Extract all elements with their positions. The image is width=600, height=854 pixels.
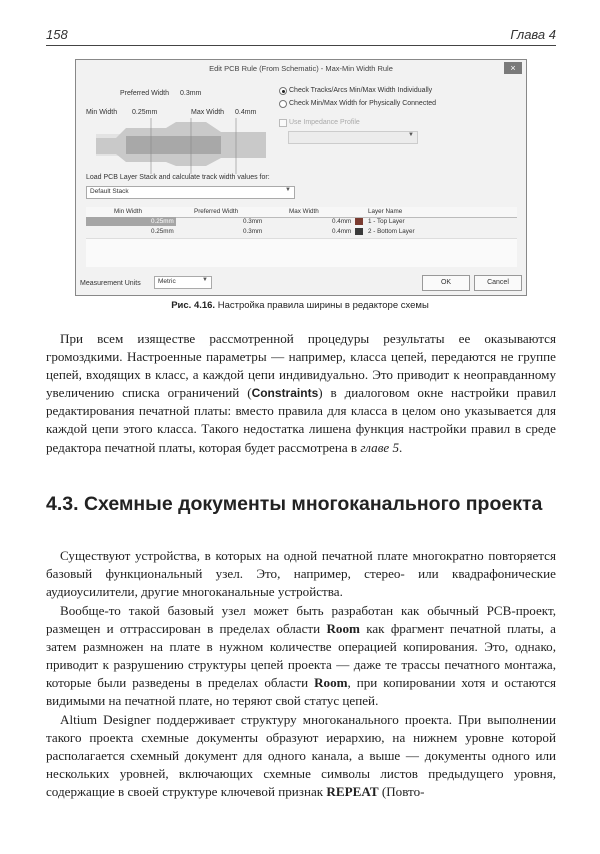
min-width-label: Min Width (86, 109, 118, 116)
column-header: Preferred Width (194, 208, 239, 215)
figure-caption-text: Настройка правила ширины в редакторе схемы (217, 300, 429, 311)
repeat-term: REPEAT (326, 784, 379, 800)
chevron-down-icon: ▼ (408, 132, 414, 138)
impedance-profile-dropdown[interactable] (288, 131, 418, 144)
chevron-down-icon: ▼ (285, 187, 291, 193)
radio-check-individually-label: Check Tracks/Arcs Min/Max Width Individually (289, 87, 433, 94)
preferred-width-value[interactable]: 0.3mm (180, 90, 202, 97)
column-header: Max Width (289, 208, 319, 215)
dialog-title: Edit PCB Rule (From Schematic) - Max-Min Width Rule (209, 64, 393, 73)
cancel-button[interactable]: Cancel (474, 275, 522, 291)
load-layer-stack-label: Load PCB Layer Stack and calculate track width values for: (86, 174, 270, 181)
column-header: Min Width (114, 208, 142, 215)
section-heading: 4.3. Схемные документы многоканального проекта (46, 493, 543, 515)
figure-label: Рис. 4.16. (171, 300, 216, 311)
close-icon[interactable]: × (504, 62, 522, 74)
table-cell[interactable]: 0.4mm (332, 218, 352, 225)
max-width-value[interactable]: 0.4mm (235, 109, 257, 116)
text-run: При всем изяществе рассмотренной процедуры результаты ее оказываются громоздкими. Настроенные параметры — например, класса цепей, передаются не группе цепей, входящих в класс, а каждой цепи индивидуально. Это приводит к неоправданному увеличению списка ограничений ( (46, 331, 556, 401)
text-run: Вообще-то такой базовый узел может быть разработан как обычный PCB-проект, размещен и оттрассирован в пределах области (46, 603, 556, 637)
column-header: Layer Name (368, 208, 403, 215)
table-cell[interactable]: 0.3mm (243, 218, 263, 225)
layer-stack-dropdown[interactable] (86, 186, 295, 199)
text-run: (Повто- (378, 784, 425, 800)
bottom-layer-color-swatch (355, 228, 363, 235)
measurement-units-label: Measurement Units (80, 280, 141, 287)
radio-check-individually[interactable] (279, 87, 287, 95)
table-cell: 2 - Bottom Layer (368, 228, 415, 235)
text-run: ) в диалоговом окне настройки правил редактирования печатной платы: вместо правила для класса в целом оно указывается для каждой цепи этого класса. Такого недостатка лишена функция настройки правил в среде редактора печатной платы, которая будет рассмотрена в (46, 385, 556, 455)
table-cell[interactable]: 0.25mm (151, 218, 174, 225)
ok-button[interactable]: OK (422, 275, 470, 291)
edit-pcb-rule-dialog (75, 59, 527, 296)
preferred-width-label: Preferred Width (120, 90, 170, 97)
table-empty-area (86, 238, 517, 267)
use-impedance-label: Use Impedance Profile (289, 119, 360, 126)
layer-stack-value: Default Stack (90, 188, 129, 195)
text-run: , при копировании хотя и остаются видимыми на печатной плате, но теряют свой статус цепей. (46, 675, 556, 709)
radio-check-physically-connected-label: Check Min/Max Width for Physically Connected (289, 100, 437, 107)
paragraph (46, 711, 556, 801)
constraints-term: Constraints (251, 386, 319, 401)
figure-caption (0, 300, 600, 311)
table-cell[interactable]: 0.25mm (151, 228, 174, 235)
min-width-value[interactable]: 0.25mm (132, 109, 158, 116)
paragraph (46, 602, 556, 711)
table-cell[interactable]: 0.3mm (243, 228, 263, 235)
use-impedance-checkbox[interactable] (279, 119, 287, 127)
paragraph: Существуют устройства, в которых на одной печатной плате многократно повторяется базовый функциональный узел. Это, например, стерео- или квадрафонические аудиоусилители, другие многоканальные устройства. (46, 548, 556, 600)
max-width-label: Max Width (191, 109, 225, 116)
measurement-units-dropdown[interactable] (154, 276, 212, 289)
room-term: Room (326, 621, 360, 637)
text-run: как фрагмент печатной платы, а затем размножен на плате в нужном количестве операцией копирования. Это, однако, приводит к разрушению структуры цепей проекта — даже те трассы печатного монтажа, которые были разведены в пределах области (46, 621, 556, 691)
chapter-reference: главе 5 (360, 439, 400, 455)
paragraph (46, 330, 556, 457)
header-divider (46, 45, 556, 46)
measurement-units-value: Metric (158, 278, 176, 285)
chapter-title: Глава 4 (510, 27, 556, 42)
text-run: . (399, 439, 403, 455)
radio-check-physically-connected[interactable] (279, 100, 287, 108)
table-cell[interactable]: 0.4mm (332, 228, 352, 235)
top-layer-color-swatch (355, 218, 363, 225)
track-width-diagram (96, 116, 266, 176)
chevron-down-icon: ▼ (202, 277, 208, 283)
page-number: 158 (46, 27, 68, 42)
room-term: Room (314, 675, 348, 691)
text-run: Altium Designer поддерживает структуру многоканального проекта. При выполнении такого проекта схемные документы образуют иерархию, на нижнем уровне которой располагается схемный документ для одного канала, а выше — документы одного или нескольких уровней, включающих схемные символы листов предыдущего уровня, содержащие в своей структуре ключевой признак (46, 712, 556, 800)
table-cell: 1 - Top Layer (368, 218, 405, 225)
